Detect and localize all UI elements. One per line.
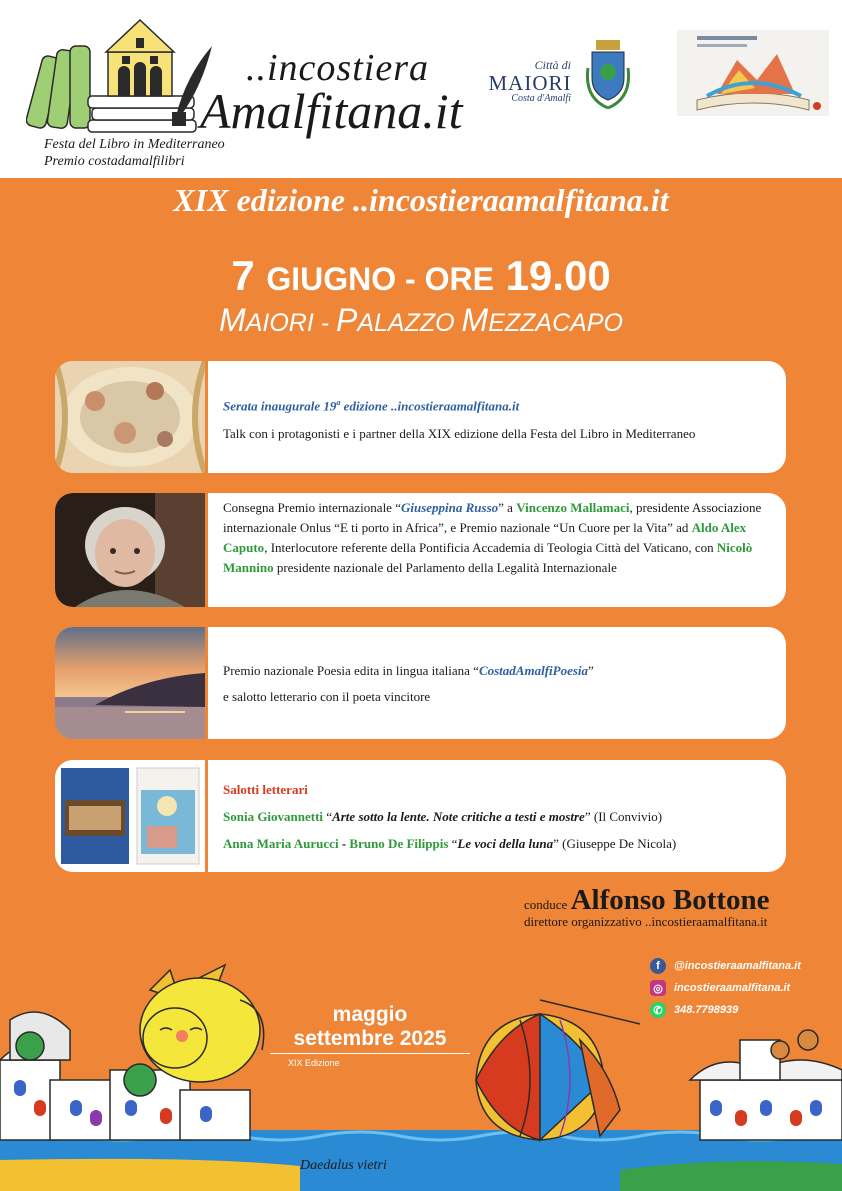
inaugural-title-rest: edizione ..incostieraamalfitana.it (340, 398, 520, 414)
date-day: 7 (231, 252, 255, 299)
inaugural-title (223, 393, 770, 416)
host-prefix: conduce (524, 897, 571, 912)
festival-poster-thumbnail (677, 30, 829, 116)
book-title: Arte sotto la lente. Note critiche a testi e mostre (332, 809, 585, 824)
awards-text: , Interlocutore referente della Pontificia Accademia di Teologia Città del Vaticano, con (264, 540, 717, 555)
facebook-link[interactable] (650, 955, 801, 977)
facebook-handle: @incostieraamalfitana.it (674, 960, 801, 972)
city-coast-label: Costa d'Amalfi (511, 93, 571, 104)
card-separator (205, 627, 208, 739)
author-name: Sonia Giovannetti (223, 809, 324, 824)
maiori-crest-icon (584, 38, 632, 110)
salotti-row-2 (223, 834, 770, 854)
salotti-text: “ (323, 809, 333, 824)
venue-text: AIORI - (245, 309, 336, 337)
card-separator (205, 361, 208, 473)
instagram-icon: ◎ (650, 980, 666, 996)
logo-title-line1: ..incostiera (246, 47, 429, 89)
salotti-text: ” (Giuseppe De Nicola) (553, 836, 677, 851)
logo-subtitle-festival: Festa del Libro in Mediterraneo (44, 137, 225, 152)
instagram-link[interactable] (650, 977, 801, 999)
host-credit (524, 884, 794, 929)
poetry-text: ” (588, 663, 594, 678)
season-edition: XIX Edizione (288, 1058, 340, 1068)
host-role: direttore organizzativo ..incostieraamalfitana.it (524, 914, 768, 929)
author-name: Bruno De Filippis (349, 836, 449, 851)
whatsapp-link[interactable] (650, 999, 801, 1021)
header (0, 0, 842, 178)
poetry-line2: e salotto letterario con il poeta vincitore (223, 689, 431, 704)
sunset-coast-photo (55, 627, 205, 739)
poetry-line1 (223, 661, 770, 681)
city-name: MAIORI (488, 71, 572, 95)
library-cathedral-logo-icon (26, 16, 216, 136)
salotti-heading: Salotti letterari (223, 782, 308, 797)
season-dates (270, 1003, 470, 1068)
facebook-icon: f (650, 958, 666, 974)
book-covers-image (55, 760, 205, 872)
awardee-name: Giuseppina Russo (400, 500, 499, 515)
instagram-handle: incostieraamalfitana.it (674, 982, 791, 994)
city-of-label: Città di (534, 58, 571, 72)
season-end: settembre 2025 (270, 1027, 470, 1054)
event-venue (0, 302, 842, 339)
venue-text: EZZACAPO (488, 309, 623, 337)
author-name: Anna Maria Aurucci (223, 836, 339, 851)
salotti-text: - (338, 836, 350, 851)
host-name: Alfonso Bottone (570, 884, 770, 916)
awards-text: presidente nazionale del Parlamento della Legalità Internazionale (273, 560, 617, 575)
inaugural-title-sup: a (336, 398, 341, 407)
poetry-prize-name: CostadAmalfiPoesia (478, 663, 589, 678)
guest-name: Nicolò Mannino (223, 540, 753, 575)
program-card-inaugural (55, 361, 786, 473)
logo-subtitle-prize: Premio costadamalfilibri (44, 154, 185, 169)
date-month-time-label: GIUGNO - ORE (266, 261, 494, 297)
awardee-name: Aldo Alex Caputo (223, 520, 747, 555)
card-salotti-text (223, 780, 770, 854)
date-time: 19.00 (505, 252, 611, 299)
logo-title-line2: Amalfitana.it (200, 83, 463, 139)
card-awards-text (223, 498, 770, 578)
card-inaugural-text (223, 393, 770, 444)
portrait-photo (55, 493, 205, 607)
awards-text: ” a (498, 500, 517, 515)
edition-title: XIX edizione ..incostieraamalfitana.it (173, 182, 669, 218)
fresco-ceiling-image (55, 361, 205, 473)
whatsapp-number: 348.7798939 (674, 1004, 739, 1016)
card-separator (205, 493, 208, 607)
venue-letter: M (219, 302, 246, 338)
program-card-poetry (55, 627, 786, 739)
salotti-row-1 (223, 807, 770, 827)
card-separator (205, 760, 208, 872)
card-poetry-text (223, 661, 770, 707)
whatsapp-icon: ✆ (650, 1002, 666, 1018)
city-of-maiori-logo (485, 58, 575, 104)
awards-text: Consegna Premio internazionale “ (223, 500, 401, 515)
venue-text: ALAZZO (357, 309, 462, 337)
inaugural-description: Talk con i protagonisti e i partner della XIX edizione della Festa del Libro in Mediterraneo (223, 426, 696, 442)
artist-signature: Daedalus vietri (300, 1158, 387, 1173)
inaugural-title-text: Serata inaugurale 19 (223, 398, 337, 414)
program-card-salotti (55, 760, 786, 872)
venue-letter: M (461, 302, 489, 338)
awardee-name: Vincenzo Mallamaci (516, 500, 630, 515)
poetry-text: Premio nazionale Poesia edita in lingua italiana “ (223, 663, 479, 678)
book-title: Le voci della luna (457, 836, 554, 851)
awards-text: , presidente Associazione internazionale Onlus “E ti porto in Africa”, e Premio nazionale “Un Cuore per la Vita” ad (223, 500, 762, 535)
salotti-text: ” (Il Convivio) (584, 809, 663, 824)
event-date-time (0, 252, 842, 300)
venue-letter: P (336, 302, 358, 338)
salotti-text: “ (448, 836, 458, 851)
season-start: maggio (332, 1003, 408, 1026)
program-card-awards (55, 493, 786, 607)
social-links (650, 955, 801, 1021)
